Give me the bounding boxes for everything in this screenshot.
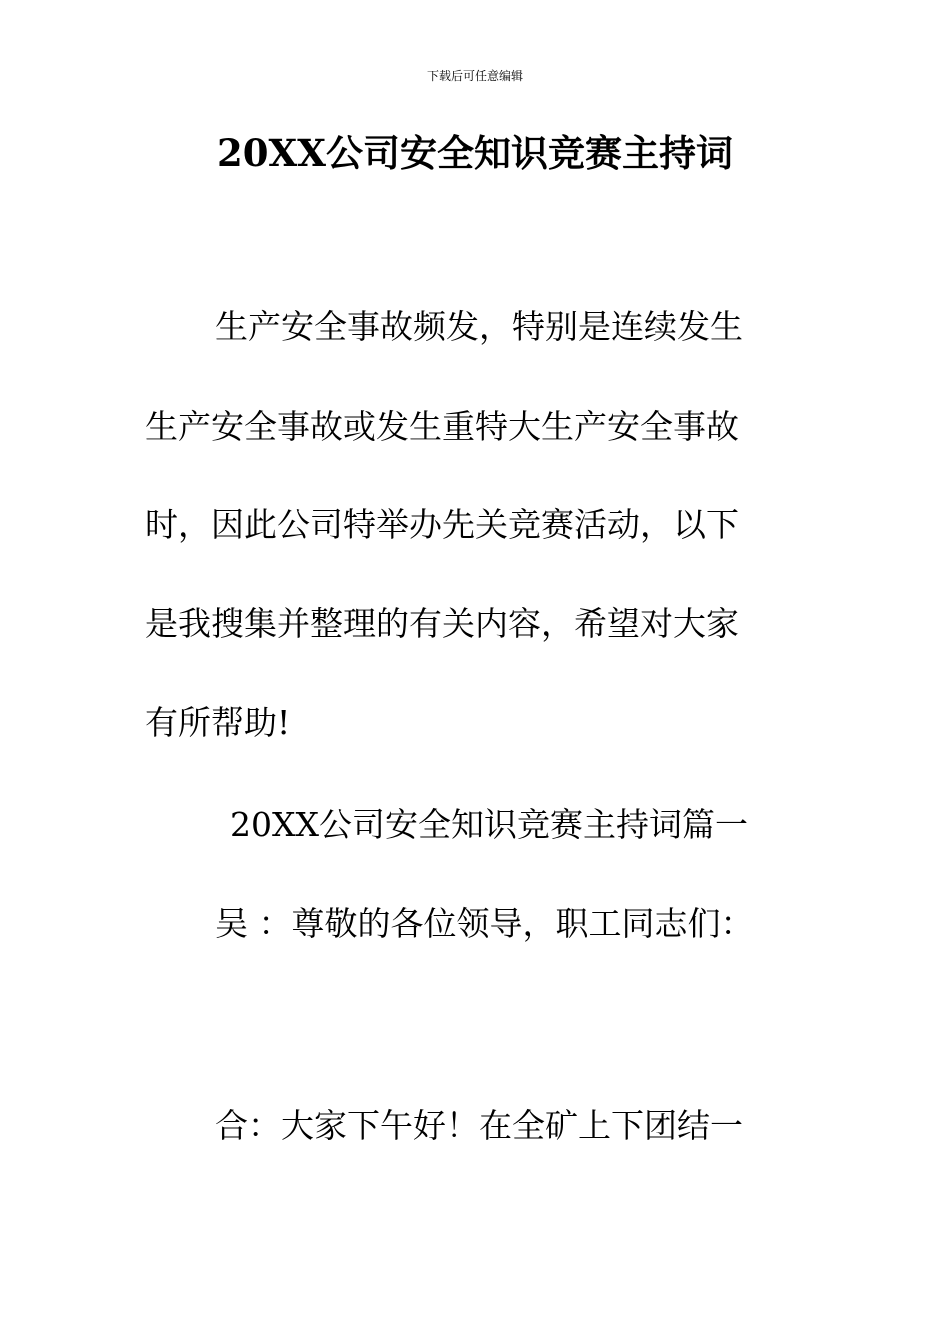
page-header-note: 下载后可任意编辑 (426, 69, 523, 83)
body-line: 吴 ：尊敬的各位领导，职工同志们： (215, 904, 754, 943)
body-line: 有所帮助! (145, 703, 291, 742)
body-line: 是我搜集并整理的有关内容，希望对大家 (145, 604, 739, 643)
body-line: 合：大家下午好！在全矿上下团结一 (215, 1106, 743, 1145)
section-heading: 20XX公司安全知识竞赛主持词篇一 (230, 805, 748, 844)
body-line: 时，因此公司特举办先关竞赛活动，以下 (145, 505, 739, 544)
document-title: 20XX公司安全知识竞赛主持词 (217, 131, 733, 175)
body-line: 生产安全事故或发生重特大生产安全事故 (145, 407, 739, 446)
body-line: 生产安全事故频发，特别是连续发生 (215, 307, 743, 346)
